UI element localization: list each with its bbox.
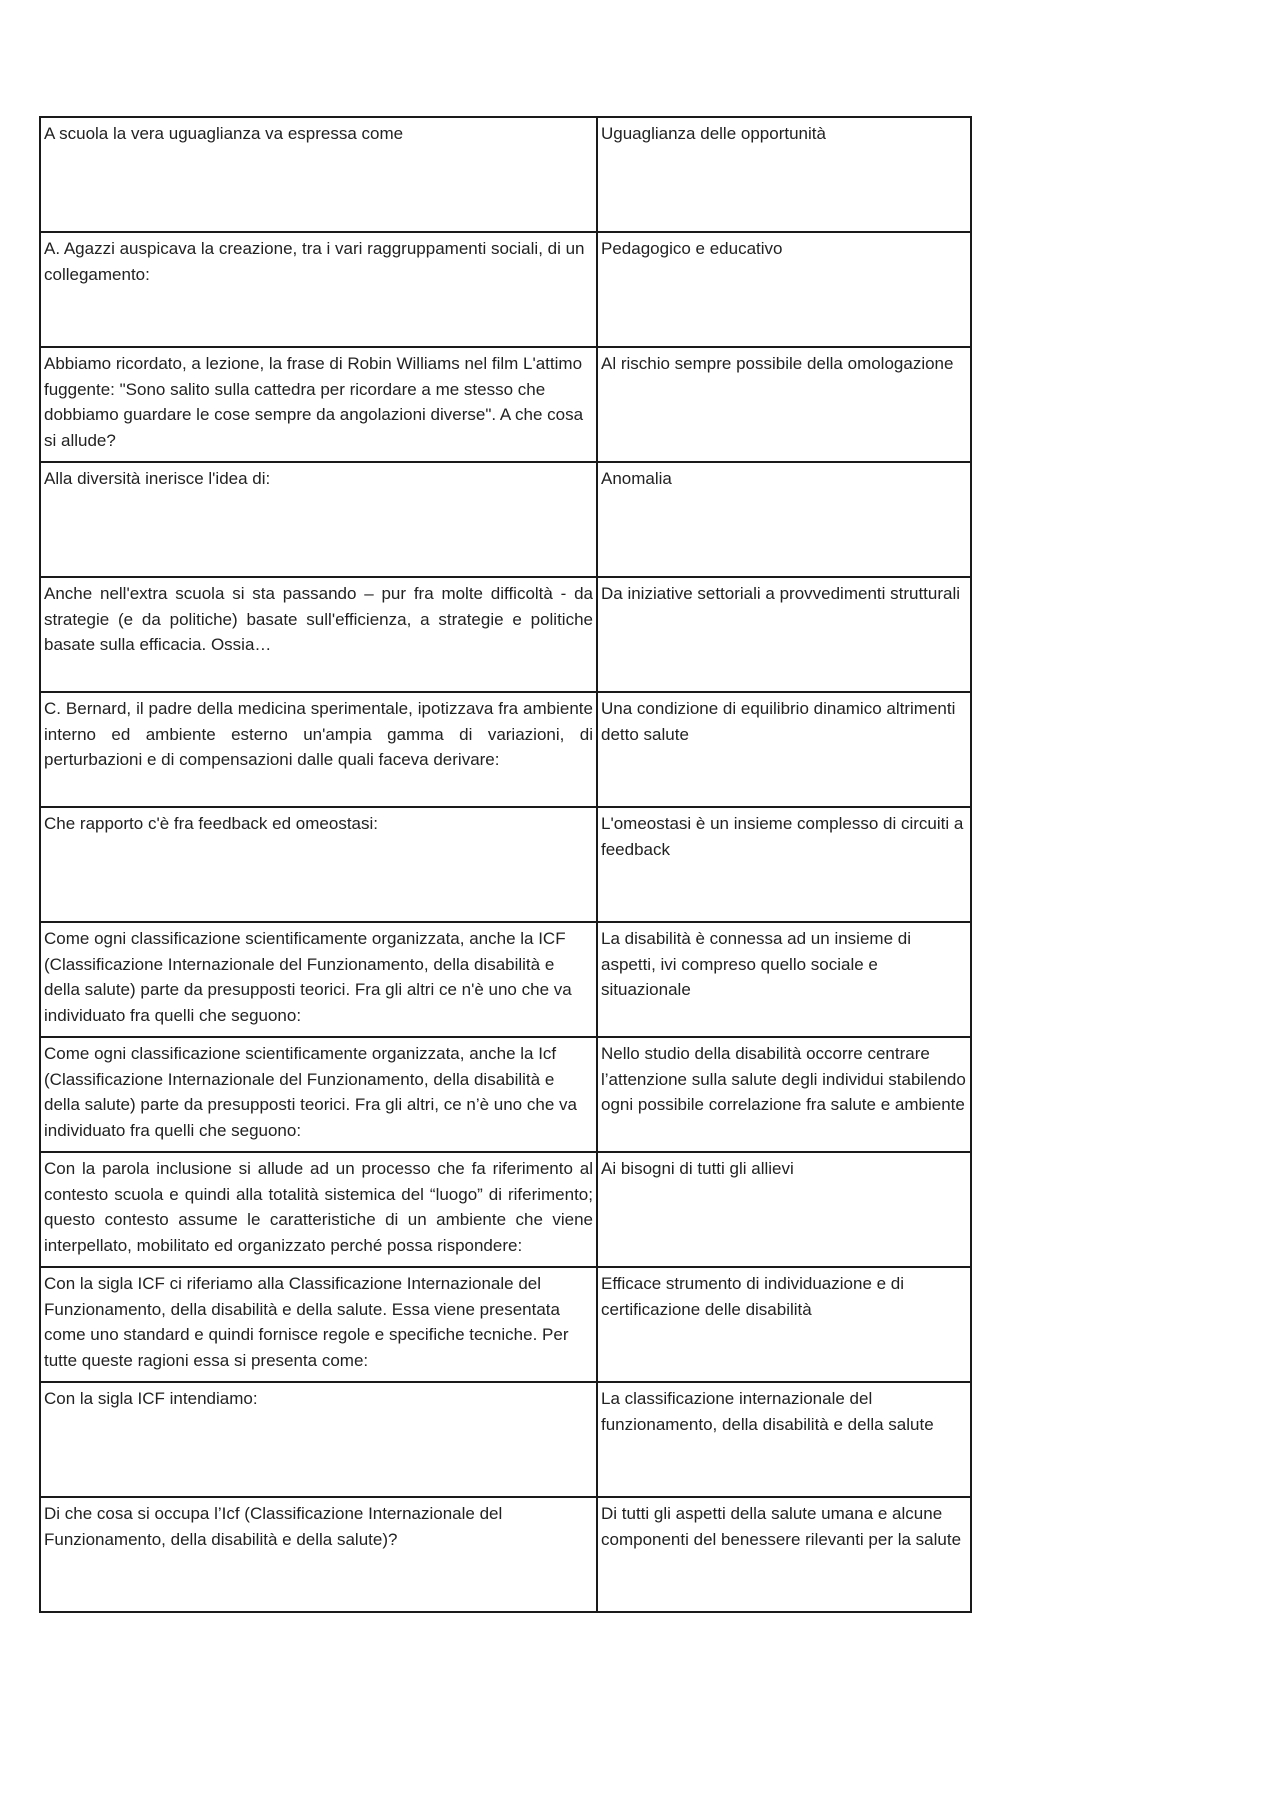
answer-cell [597, 1267, 971, 1382]
answer-text: Nello studio della disabilità occorre centrare l’attenzione sulla salute degli individui stabilendo ogni possibile correlazione fra salute e ambiente [601, 1044, 966, 1114]
table-row [40, 1152, 971, 1267]
table-row [40, 462, 971, 577]
table-row [40, 807, 971, 922]
answer-text: La classificazione internazionale del funzionamento, della disabilità e della salute [601, 1389, 934, 1434]
question-text: Come ogni classificazione scientificamente organizzata, anche la ICF (Classificazione Internazionale del Funzionamento, della disabilità e della salute) parte da presupposti teorici. Fra gli altri ce n'è uno che va individuato fra quelli che seguono: [44, 929, 572, 1025]
question-text: C. Bernard, il padre della medicina sperimentale, ipotizzava fra ambiente interno ed ambiente esterno un'ampia gamma di variazioni, di perturbazioni e di compensazioni dalle quali faceva derivare: [44, 699, 593, 769]
question-text: Che rapporto c'è fra feedback ed omeostasi: [44, 814, 378, 833]
answer-text: Ai bisogni di tutti gli allievi [601, 1159, 794, 1178]
question-answer-table [39, 116, 972, 1613]
question-text: Con la parola inclusione si allude ad un processo che fa riferimento al contesto scuola e quindi alla totalità sistemica del “luogo” di riferimento; questo contesto assume le caratteristiche di un ambiente che viene interpellato, mobilitato ed organizzato perché possa rispondere: [44, 1159, 593, 1255]
answer-cell [597, 1382, 971, 1497]
answer-text: Da iniziative settoriali a provvedimenti strutturali [601, 584, 961, 603]
question-cell [40, 577, 597, 692]
answer-text: La disabilità è connessa ad un insieme di aspetti, ivi compreso quello sociale e situazionale [601, 929, 911, 999]
table-row [40, 117, 971, 232]
answer-cell [597, 1037, 971, 1152]
question-cell [40, 692, 597, 807]
answer-text: Una condizione di equilibrio dinamico altrimenti detto salute [601, 699, 956, 744]
table-row [40, 692, 971, 807]
question-text: Come ogni classificazione scientificamente organizzata, anche la Icf (Classificazione Internazionale del Funzionamento, della disabilità e della salute) parte da presupposti teorici. Fra gli altri, ce n’è uno che va individuato fra quelli che seguono: [44, 1044, 577, 1140]
answer-cell [597, 117, 971, 232]
question-text: Alla diversità inerisce l'idea di: [44, 469, 271, 488]
question-cell [40, 1382, 597, 1497]
answer-cell [597, 232, 971, 347]
question-cell [40, 462, 597, 577]
question-cell [40, 1037, 597, 1152]
question-text: Con la sigla ICF intendiamo: [44, 1389, 258, 1408]
answer-cell [597, 922, 971, 1037]
table-row [40, 922, 971, 1037]
answer-text: Pedagogico e educativo [601, 239, 783, 258]
table-row [40, 1382, 971, 1497]
table-row [40, 232, 971, 347]
question-text: Di che cosa si occupa l’Icf (Classificazione Internazionale del Funzionamento, della disabilità e della salute)? [44, 1504, 503, 1549]
answer-text: Di tutti gli aspetti della salute umana e alcune componenti del benessere rilevanti per la salute [601, 1504, 962, 1549]
question-cell [40, 347, 597, 462]
table-row [40, 577, 971, 692]
answer-cell [597, 1497, 971, 1612]
question-text: Anche nell'extra scuola si sta passando – pur fra molte difficoltà - da strategie (e da politiche) basate sull'efficienza, a strategie e politiche basate sulla efficacia. Ossia… [44, 584, 593, 654]
question-text: A. Agazzi auspicava la creazione, tra i vari raggruppamenti sociali, di un collegamento: [44, 239, 585, 284]
question-cell [40, 1497, 597, 1612]
table-row [40, 347, 971, 462]
question-cell [40, 922, 597, 1037]
table-row [40, 1497, 971, 1612]
answer-cell [597, 347, 971, 462]
answer-text: Uguaglianza delle opportunità [601, 124, 826, 143]
answer-cell [597, 692, 971, 807]
answer-text: Anomalia [601, 469, 672, 488]
answer-cell [597, 462, 971, 577]
question-cell [40, 232, 597, 347]
answer-text: L'omeostasi è un insieme complesso di circuiti a feedback [601, 814, 964, 859]
question-text: A scuola la vera uguaglianza va espressa come [44, 124, 404, 143]
answer-text: Efficace strumento di individuazione e di certificazione delle disabilità [601, 1274, 905, 1319]
question-text: Abbiamo ricordato, a lezione, la frase di Robin Williams nel film L'attimo fuggente: "Sono salito sulla cattedra per ricordare a me stesso che dobbiamo guardare le cose sempre da angolazioni diverse". A che cosa si allude? [44, 354, 584, 450]
question-cell [40, 1267, 597, 1382]
answer-cell [597, 1152, 971, 1267]
table-body [40, 117, 971, 1612]
question-cell [40, 117, 597, 232]
question-text: Con la sigla ICF ci riferiamo alla Classificazione Internazionale del Funzionamento, della disabilità e della salute. Essa viene presentata come uno standard e quindi fornisce regole e specifiche tecniche. Per tutte queste ragioni essa si presenta come: [44, 1274, 569, 1370]
table-row [40, 1267, 971, 1382]
answer-cell [597, 807, 971, 922]
question-cell [40, 807, 597, 922]
question-cell [40, 1152, 597, 1267]
table-row [40, 1037, 971, 1152]
answer-cell [597, 577, 971, 692]
answer-text: Al rischio sempre possibile della omologazione [601, 354, 954, 373]
